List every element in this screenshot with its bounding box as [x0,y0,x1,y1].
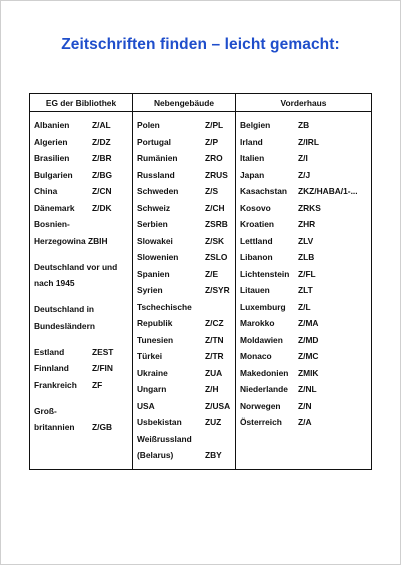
list-item [137,299,233,316]
shelf-code: Z/A [298,417,312,427]
list-item [34,216,130,233]
shelf-code: ZB [298,120,310,130]
list-item [34,200,130,217]
list-item [34,318,130,335]
column-nebengebaeude-list [137,117,233,469]
page-title: Zeitschriften finden – leicht gemacht: [61,36,340,53]
list-item [240,233,370,250]
country-name: Bundesländern [34,320,95,331]
country-name: Tunesien [137,334,174,345]
list-item [137,398,233,415]
country-name: Belgien [240,120,271,130]
list-item [240,200,370,217]
list-item [240,299,370,316]
shelf-code: Z/SK [205,235,225,246]
country-name: USA [137,400,155,411]
shelf-code: Z/H [205,384,219,394]
shelf-code: Z/E [205,268,219,279]
list-item [34,275,130,292]
list-item [137,447,233,464]
country-name: Monaco [240,351,272,361]
location-table [29,93,372,470]
header-divider [30,111,371,112]
list-item [240,365,370,382]
shelf-code: ZF [92,379,103,390]
list-item [240,348,370,365]
column-eg-list [34,117,130,469]
country-name: Libanon [240,252,273,262]
list-item [240,134,370,151]
shelf-code: ZEST [92,346,114,357]
shelf-code: Z/DZ [92,136,111,147]
country-name: Ungarn [137,384,167,394]
shelf-code: Z/IRL [298,136,319,147]
list-item [240,282,370,299]
shelf-code: Z/J [298,169,311,180]
list-item [137,381,233,398]
country-name: Slowakei [137,235,173,246]
list-item [137,167,233,184]
country-name: Syrien [137,285,163,295]
country-name: Finnland [34,363,69,373]
country-name: Portugal [137,136,171,147]
shelf-code: Z/CZ [205,318,224,328]
column-header-nebengebaeude: Nebengebäude [153,98,215,108]
country-name: Russland [137,169,175,180]
shelf-code: Z/S [205,186,219,196]
list-item [34,183,130,200]
country-name: China [34,186,58,196]
list-item [240,398,370,415]
list-item [240,381,370,398]
shelf-code: Z/FL [298,268,316,279]
shelf-code: Z/N [298,400,312,411]
list-item [137,348,233,365]
shelf-code: Z/CN [92,186,112,196]
country-name: britannien [34,422,75,432]
list-item [240,216,370,233]
country-name: Frankreich [34,379,77,390]
country-name: Lettland [240,235,273,246]
shelf-code: Z/I [298,153,308,163]
shelf-code: ZUA [205,367,223,378]
shelf-code: ZLB [298,252,315,262]
country-name: Makedonien [240,367,289,378]
list-item [34,344,130,361]
list-item [34,377,130,394]
country-name: Österreich [240,417,282,427]
shelf-code: Z/FIN [92,363,113,373]
list-item [137,150,233,167]
list-item [137,431,233,448]
shelf-code: ZSRB [205,219,228,229]
list-item [137,183,233,200]
list-item [137,117,233,134]
country-name: Luxemburg [240,301,286,312]
list-item [137,200,233,217]
country-name: Rumänien [137,153,178,163]
list-item [240,183,370,200]
country-name: Irland [240,136,263,147]
list-item [137,315,233,332]
country-name: Bulgarien [34,169,73,180]
shelf-code: ZMIK [298,367,319,378]
shelf-code: ZUZ [205,417,222,427]
country-name: (Belarus) [137,450,174,460]
country-name: Slowenien [137,252,179,262]
list-item [240,249,370,266]
country-name: Japan [240,169,265,180]
list-item [34,167,130,184]
country-name: Tschechische [137,301,192,312]
country-name: Moldawien [240,334,283,345]
country-name: Kasachstan [240,186,288,196]
list-item [34,233,130,250]
country-name: Dänemark [34,202,75,213]
shelf-code: Z/MD [298,334,319,345]
list-item [137,134,233,151]
list-item [137,249,233,266]
list-item [240,414,370,431]
column-header-vorderhaus: Vorderhaus [280,98,327,108]
country-name: Italien [240,153,265,163]
list-item [34,301,130,318]
country-name: Brasilien [34,153,70,163]
shelf-code: Z/SYR [205,285,230,295]
shelf-code: ZLV [298,235,314,246]
country-name: Bosnien- [34,219,70,229]
country-name: Spanien [137,268,170,279]
list-item [137,332,233,349]
shelf-code: Z/TR [205,351,224,361]
list-item [240,266,370,283]
country-name: Lichtenstein [240,268,290,279]
list-item [240,150,370,167]
shelf-code: Z/L [298,301,311,312]
country-name: Herzegowina ZBIH [34,235,108,246]
list-item [34,419,130,436]
shelf-code: Z/PL [205,120,224,130]
country-name: nach 1945 [34,278,75,288]
country-name: Kosovo [240,202,271,213]
country-name: Kroatien [240,219,274,229]
country-name: Polen [137,120,160,130]
shelf-code: Z/USA [205,400,231,411]
country-name: Groß- [34,405,57,416]
country-name: Schweiz [137,202,171,213]
country-name: Weißrussland [137,433,192,444]
column-header-eg: EG der Bibliothek [45,98,117,108]
list-item [137,414,233,431]
list-item [240,332,370,349]
list-item [240,315,370,332]
shelf-code: Z/AL [92,120,111,130]
shelf-code: Z/TN [205,334,224,345]
list-item [137,233,233,250]
shelf-code: Z/GB [92,422,113,432]
country-name: Algerien [34,136,68,147]
list-item [34,150,130,167]
list-item [137,365,233,382]
list-item [137,282,233,299]
column-divider [132,94,133,469]
shelf-code: ZHR [298,219,316,229]
shelf-code: ZLT [298,285,313,295]
country-name: Republik [137,318,173,328]
country-name: Niederlande [240,384,288,394]
country-name: Norwegen [240,400,281,411]
shelf-code: Z/MC [298,351,319,361]
shelf-code: Z/DK [92,202,112,213]
country-name: Deutschland vor und [34,261,118,272]
country-name: Schweden [137,186,179,196]
list-item [240,117,370,134]
column-vorderhaus-list [240,117,370,469]
list-item [240,167,370,184]
country-name: Serbien [137,219,168,229]
shelf-code: ZBY [205,450,222,460]
country-name: Litauen [240,285,270,295]
shelf-code: Z/BR [92,153,112,163]
list-item [137,266,233,283]
list-item [34,403,130,420]
list-item [34,259,130,276]
shelf-code: Z/BG [92,169,113,180]
shelf-code: Z/CH [205,202,225,213]
shelf-code: ZRO [205,153,223,163]
shelf-code: ZRUS [205,169,228,180]
shelf-code: Z/P [205,136,219,147]
shelf-code: ZRKS [298,202,321,213]
country-name: Marokko [240,318,275,328]
list-item [34,117,130,134]
country-name: Usbekistan [137,417,182,427]
shelf-code: Z/MA [298,318,319,328]
list-item [137,216,233,233]
country-name: Deutschland in [34,304,95,314]
country-name: Türkei [137,351,163,361]
list-item [34,360,130,377]
shelf-code: Z/NL [298,384,317,394]
country-name: Ukraine [137,367,168,378]
list-item [34,134,130,151]
column-divider [235,94,236,469]
country-name: Estland [34,346,65,357]
shelf-code: ZKZ/HABA/1-... [298,186,358,196]
shelf-code: ZSLO [205,252,228,262]
country-name: Albanien [34,120,70,130]
